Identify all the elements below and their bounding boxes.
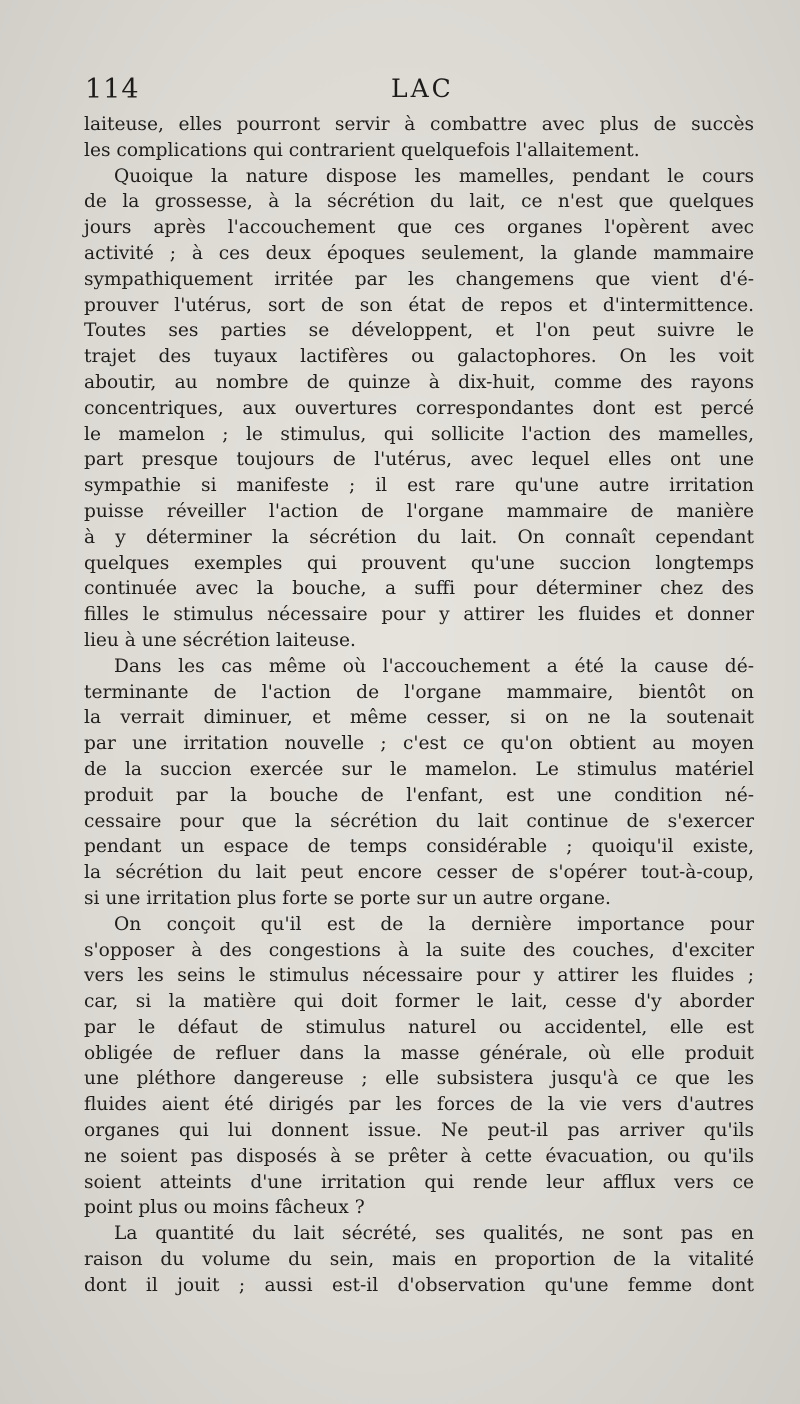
text-line: prouver l'utérus, sort de son état de repos et d'intermittence. (84, 294, 754, 316)
text-line: les complications qui contrarient quelquefois l'allaitement. (84, 139, 640, 161)
text-line: Quoique la nature dispose les mamelles, pendant le cours (114, 165, 754, 187)
text-line: organes qui lui donnent issue. Ne peut-il pas arriver qu'ils (84, 1120, 754, 1142)
paragraph (84, 164, 754, 654)
page-header (85, 74, 755, 110)
text-line: si une irritation plus forte se porte sur un autre organe. (84, 887, 611, 909)
text-line: puisse réveiller l'action de l'organe mammaire de manière (84, 500, 754, 522)
text-line: la verrait diminuer, et même cesser, si on ne la soutenait (84, 707, 754, 729)
text-line: Dans les cas même où l'accouchement a été la cause dé- (114, 655, 754, 677)
text-line: pendant un espace de temps considérable ; quoiqu'il existe, (84, 836, 754, 858)
text-line: activité ; à ces deux époques seulement, la glande mammaire (84, 242, 754, 264)
text-line: Toutes ses parties se développent, et l'on peut suivre le (84, 320, 754, 342)
text-line: le mamelon ; le stimulus, qui sollicite l'action des mamelles, (84, 423, 754, 445)
text-line: de la grossesse, à la sécrétion du lait, ce n'est que quelques (84, 191, 754, 213)
page-number: 114 (85, 74, 140, 105)
paragraph (84, 1221, 754, 1298)
text-line: sympathiquement irritée par les changemens que vient d'é- (84, 268, 754, 290)
text-line: soient atteints d'une irritation qui rende leur afflux vers ce (84, 1171, 754, 1193)
paragraph (84, 912, 754, 1222)
text-line: concentriques, aux ouvertures correspondantes dont est percé (84, 397, 754, 419)
text-line: terminante de l'action de l'organe mammaire, bientôt on (84, 681, 754, 703)
text-line: s'opposer à des congestions à la suite des couches, d'exciter (84, 939, 754, 961)
text-line: de la succion exercée sur le mamelon. Le stimulus matériel (84, 758, 754, 780)
text-line: filles le stimulus nécessaire pour y attirer les fluides et donner (84, 604, 754, 626)
text-line: vers les seins le stimulus nécessaire pour y attirer les fluides ; (84, 965, 754, 987)
text-line: obligée de refluer dans la masse générale, où elle produit (84, 1042, 754, 1064)
text-line: cessaire pour que la sécrétion du lait continue de s'exercer (84, 810, 754, 832)
paragraph (84, 112, 754, 164)
text-line: raison du volume du sein, mais en proportion de la vitalité (84, 1249, 754, 1271)
text-line: aboutir, au nombre de quinze à dix-huit, comme des rayons (84, 371, 754, 393)
text-line: sympathie si manifeste ; il est rare qu'une autre irritation (84, 475, 754, 497)
text-line: dont il jouit ; aussi est-il d'observation qu'une femme dont (84, 1274, 754, 1296)
text-line: laiteuse, elles pourront servir à combattre avec plus de succès (84, 114, 754, 135)
paragraph (84, 654, 754, 912)
text-line: quelques exemples qui prouvent qu'une succion longtemps (84, 552, 754, 574)
text-line: continuée avec la bouche, a suffi pour déterminer chez des (84, 578, 754, 600)
text-line: à y déterminer la sécrétion du lait. On connaît cependant (84, 526, 754, 548)
text-line: lieu à une sécrétion laiteuse. (84, 629, 356, 651)
text-line: la sécrétion du lait peut encore cesser de s'opérer tout-à-coup, (84, 862, 754, 884)
text-line: car, si la matière qui doit former le lait, cesse d'y aborder (84, 991, 754, 1013)
text-line: part presque toujours de l'utérus, avec lequel elles ont une (84, 449, 754, 471)
text-line: par le défaut de stimulus naturel ou accidentel, elle est (84, 1016, 754, 1038)
text-body (84, 112, 754, 1299)
text-line: jours après l'accouchement que ces organes l'opèrent avec (84, 217, 754, 239)
text-line: ne soient pas disposés à se prêter à cette évacuation, ou qu'ils (84, 1145, 754, 1167)
text-line: par une irritation nouvelle ; c'est ce qu'on obtient au moyen (84, 733, 754, 755)
running-head: LAC (391, 74, 454, 103)
text-line: trajet des tuyaux lactifères ou galactophores. On les voit (84, 346, 754, 368)
text-line: une pléthore dangereuse ; elle subsistera jusqu'à ce que les (84, 1068, 754, 1090)
text-line: produit par la bouche de l'enfant, est une condition né- (84, 784, 754, 806)
text-line: On conçoit qu'il est de la dernière importance pour (114, 913, 754, 935)
text-line: fluides aient été dirigés par les forces de la vie vers d'autres (84, 1094, 754, 1116)
text-line: La quantité du lait sécrété, ses qualités, ne sont pas en (114, 1223, 754, 1245)
text-line: point plus ou moins fâcheux ? (84, 1197, 365, 1219)
